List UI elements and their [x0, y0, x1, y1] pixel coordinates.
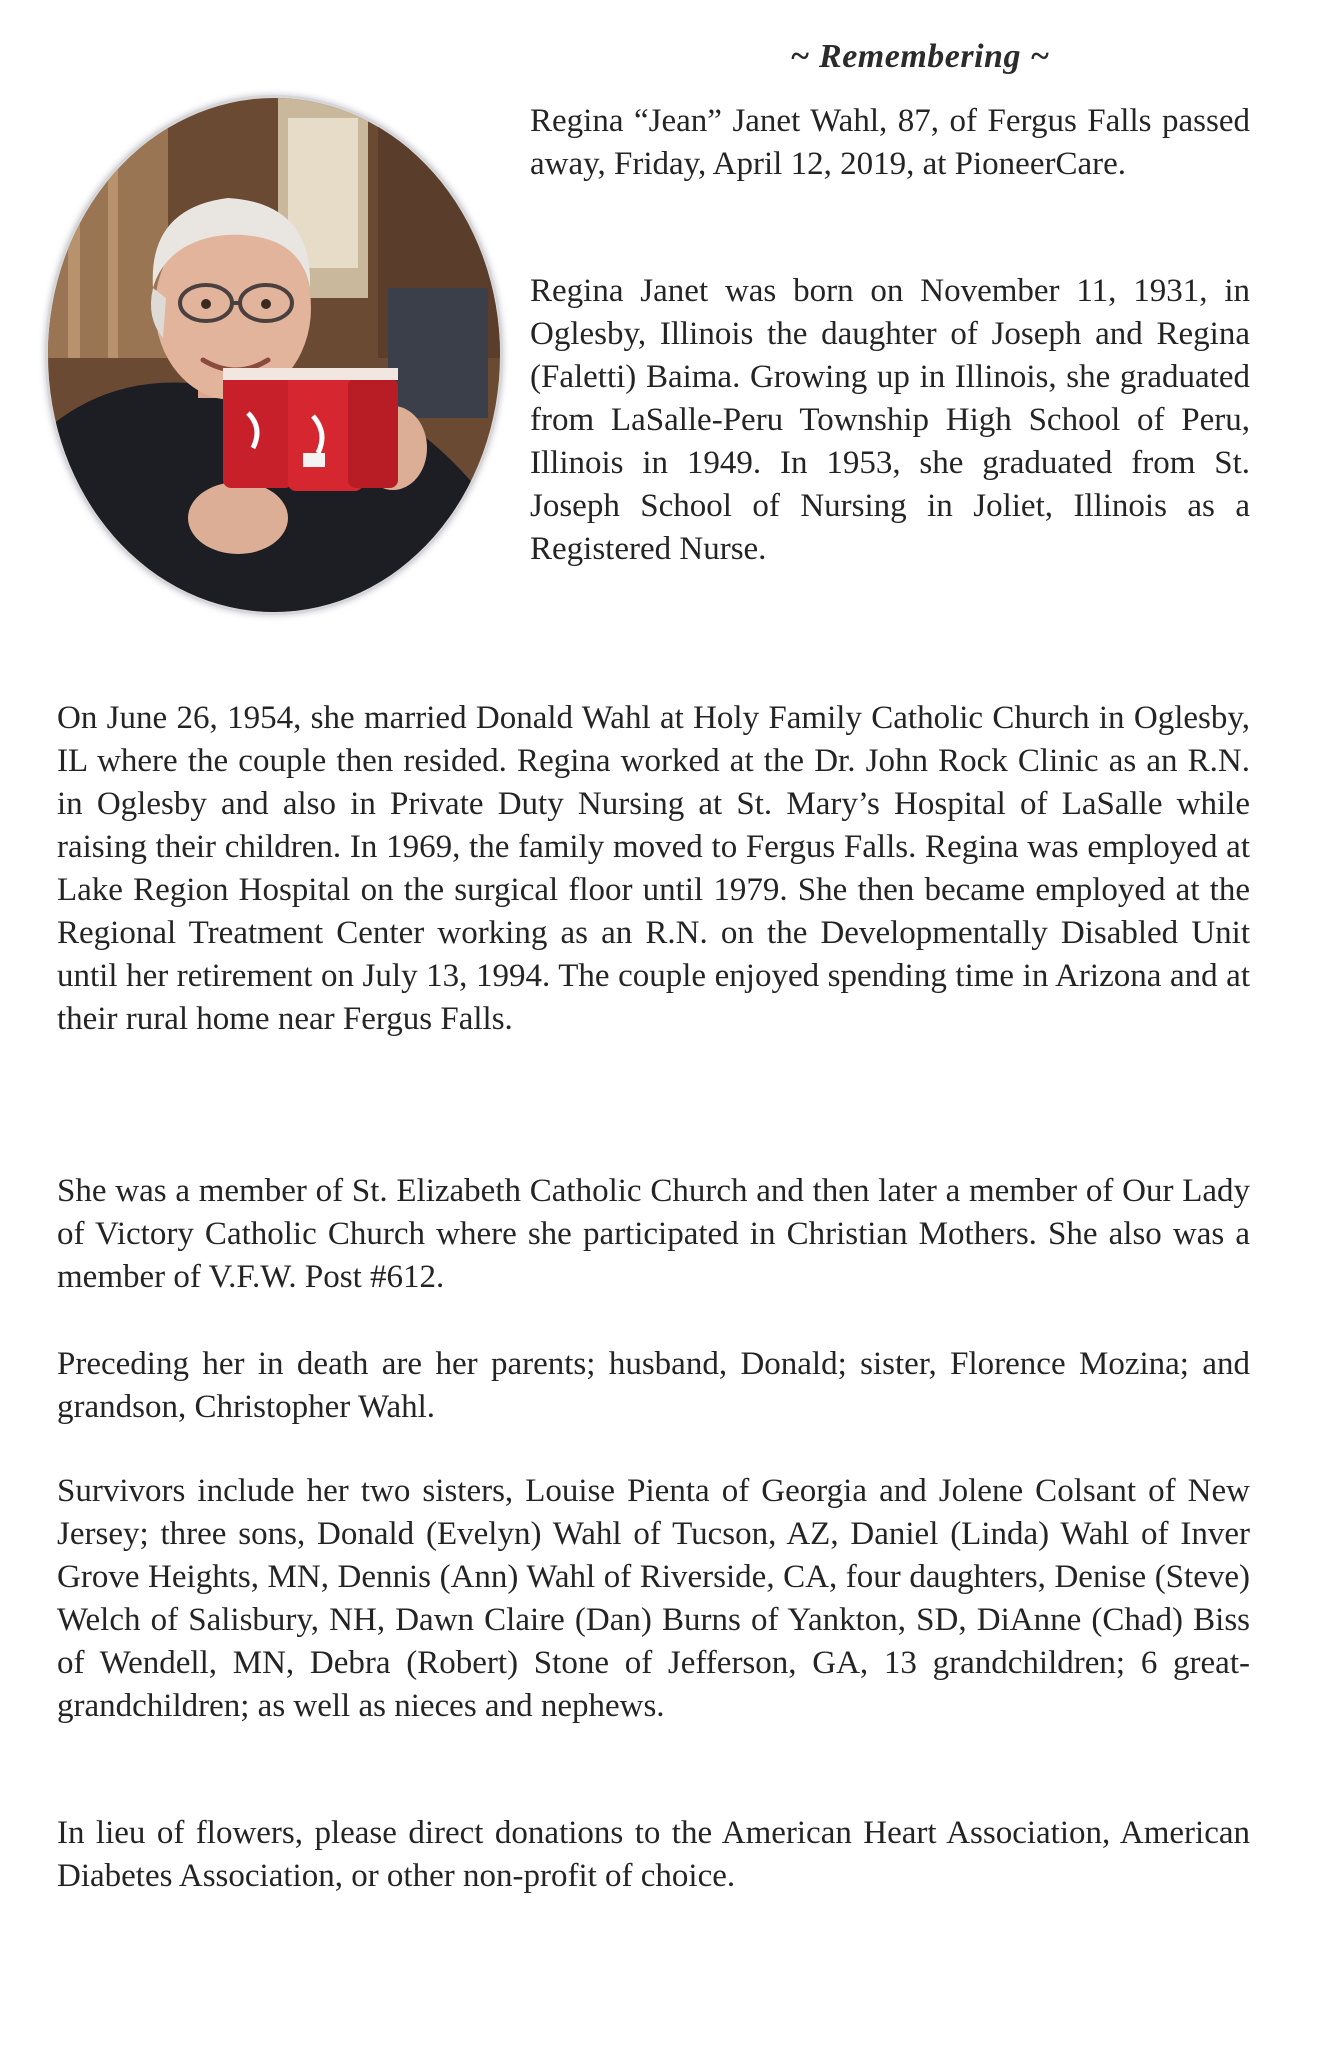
page-title: ~ Remembering ~ [790, 38, 1050, 75]
memberships-paragraph: She was a member of St. Elizabeth Catholic Church and then later a member of Our Lady of Victory Catholic Church where she participated in Christian Mothers. She also was a member of V.F.W. Post #612. [57, 1173, 1250, 1295]
preceded-in-death-paragraph: Preceding her in death are her parents; husband, Donald; sister, Florence Mozina; and grandson, Christopher Wahl. [57, 1346, 1250, 1425]
elderly-woman-holding-mugs-icon [48, 98, 500, 612]
announcement-paragraph: Regina “Jean” Janet Wahl, 87, of Fergus Falls passed away, Friday, April 12, 2019, at PioneerCare. [530, 103, 1250, 182]
marriage-career-paragraph: On June 26, 1954, she married Donald Wahl at Holy Family Catholic Church in Oglesby, IL where the couple then resided. Regina worked at the Dr. John Rock Clinic as an R.N. in Oglesby and also in Private Duty Nursing at St. Mary’s Hospital of LaSalle while raising their children. In 1969, the family moved to Fergus Falls. Regina was employed at Lake Region Hospital on the surgical floor until 1979. She then became employed at the Regional Treatment Center working as an R.N. on the Developmentally Disabled Unit until her retirement on July 13, 1994. The couple enjoyed spending time in Arizona and at their rural home near Fergus Falls. [57, 700, 1250, 1037]
portrait-photo [48, 98, 500, 612]
donations-paragraph: In lieu of flowers, please direct donations to the American Heart Association, American Diabetes Association, or other non-profit of choice. [57, 1815, 1250, 1894]
birth-education-paragraph: Regina Janet was born on November 11, 1931, in Oglesby, Illinois the daughter of Joseph and Regina (Faletti) Baima. Growing up in Illinois, she graduated from LaSalle-Peru Township High School of Peru, Illinois in 1949. In 1953, she graduated from St. Joseph School of Nursing in Joliet, Illinois as a Registered Nurse. [530, 273, 1250, 567]
survivors-paragraph: Survivors include her two sisters, Louise Pienta of Georgia and Jolene Colsant of New Jersey; three sons, Donald (Evelyn) Wahl of Tucson, AZ, Daniel (Linda) Wahl of Inver Grove Heights, MN, Dennis (Ann) Wahl of Riverside, CA, four daughters, Denise (Steve) Welch of Salisbury, NH, Dawn Claire (Dan) Burns of Yankton, SD, DiAnne (Chad) Biss of Wendell, MN, Debra (Robert) Stone of Jefferson, GA, 13 grandchildren; 6 great-grandchildren; as well as nieces and nephews. [57, 1473, 1250, 1724]
